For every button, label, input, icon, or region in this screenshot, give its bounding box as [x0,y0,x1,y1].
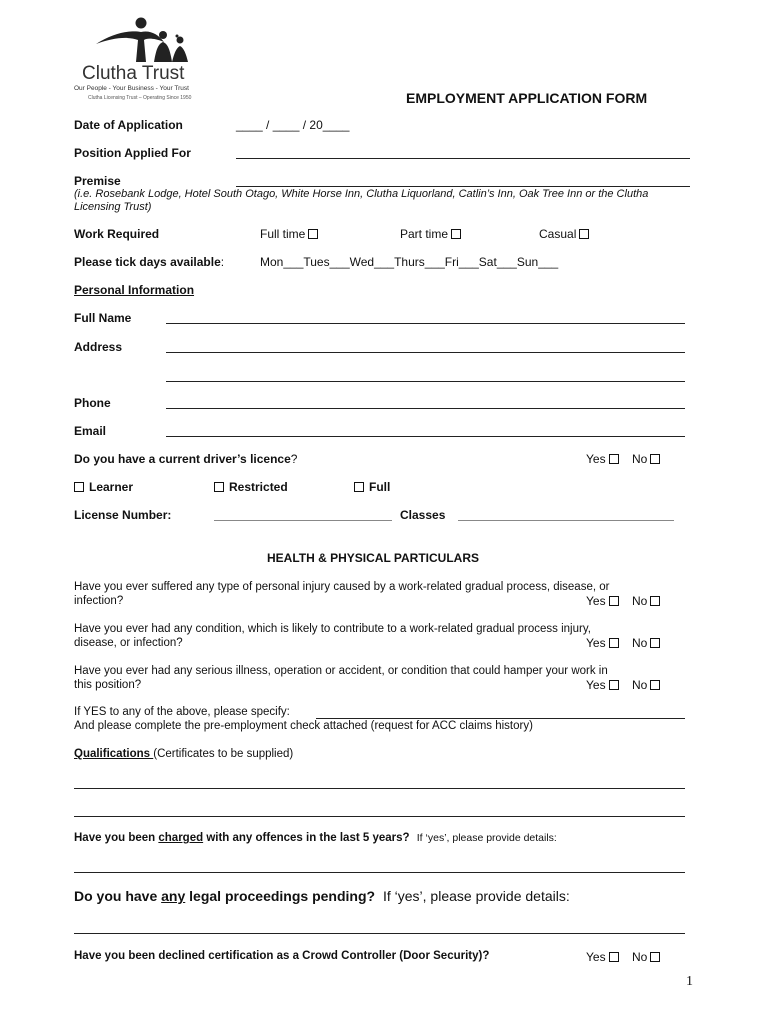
q3-no[interactable] [632,678,660,692]
licence-restricted[interactable] [214,480,288,494]
work-required-label: Work Required [74,227,160,241]
restricted-checkbox[interactable] [214,482,224,492]
q3-no-checkbox[interactable] [650,680,660,690]
q3-yes-checkbox[interactable] [609,680,619,690]
crowd-no-checkbox[interactable] [650,952,660,962]
classes-label: Classes [400,508,446,522]
logo [72,16,232,106]
q1-no-checkbox[interactable] [650,596,660,606]
offences-field[interactable] [74,872,685,873]
restricted-label: Restricted [229,480,288,494]
q2-yes-checkbox[interactable] [609,638,619,648]
health-q2-line-2: disease, or infection? [74,637,183,649]
work-casual[interactable] [539,227,589,241]
q1-yes-checkbox[interactable] [609,596,619,606]
premise-note-line-2: Licensing Trust) [74,201,152,213]
work-full-time-label: Full time [260,227,306,241]
offences-details: If ‘yes’, please provide details: [416,832,557,844]
health-q1-line-1: Have you ever suffered any type of personal injury caused by a work-related gradual process, disease, or [74,581,610,593]
health-specify-field[interactable] [316,718,685,719]
legal-pre: Do you have [74,888,162,904]
licence-learner[interactable] [74,480,133,494]
q2-yes[interactable] [586,636,619,650]
casual-checkbox[interactable] [579,229,589,239]
offences-pre: Have you been [74,832,159,844]
full-time-checkbox[interactable] [308,229,318,239]
phone-field[interactable] [166,408,685,409]
org-subtag: Clutha Licensing Trust – Operating Since 1950 [88,95,192,101]
health-q3-line-1: Have you ever had any serious illness, operation or accident, or condition that could hamper your work in [74,665,608,677]
q3-no-label: No [632,678,648,692]
full-label: Full [369,480,391,494]
q3-yes-label: Yes [586,678,606,692]
qualifications-field-2[interactable] [74,816,685,817]
licence-yes-checkbox[interactable] [609,454,619,464]
full-name-label: Full Name [74,311,132,325]
crowd-yes[interactable] [586,950,619,964]
health-heading: HEALTH & PHYSICAL PARTICULARS [267,551,480,565]
days-label [74,255,224,269]
health-specify: If YES to any of the above, please specify: [74,706,290,718]
health-q1 [74,580,609,608]
q1-no-label: No [632,594,648,608]
position-label: Position Applied For [74,146,191,160]
licence-no[interactable] [632,452,660,466]
premise-note-line-1: (i.e. Rosebank Lodge, Hotel South Otago, White Horse Inn, Clutha Liquorland, Catlin’s Inn, Oak Tree Inn or the Clutha [74,188,649,200]
classes-field[interactable] [458,520,674,521]
licence-no-label: No [632,452,648,466]
days-label-colon: : [220,255,225,269]
licence-question [74,452,297,466]
work-part-time-label: Part time [400,227,449,241]
health-q2-line-1: Have you ever had any condition, which is likely to contribute to a work-related gradual process injury, [74,623,591,635]
address-field-1[interactable] [166,352,685,353]
q1-no[interactable] [632,594,660,608]
licence-question-mark: ? [290,452,298,466]
qualifications-field-1[interactable] [74,788,685,789]
q2-yes-label: Yes [586,636,606,650]
email-field[interactable] [166,436,685,437]
offences-question [74,832,557,844]
health-acc-note: And please complete the pre-employment check attached (request for ACC claims history) [74,720,533,732]
legal-field[interactable] [74,933,685,934]
crowd-yes-label: Yes [586,950,606,964]
learner-checkbox[interactable] [74,482,84,492]
q2-no[interactable] [632,636,660,650]
q3-yes[interactable] [586,678,619,692]
premise-label: Premise [74,174,121,188]
licence-yes-label: Yes [586,452,606,466]
days-field[interactable]: Mon___Tues___Wed___Thurs___Fri___Sat___Sun___ [260,255,559,269]
learner-label: Learner [89,480,134,494]
crowd-yes-checkbox[interactable] [609,952,619,962]
q2-no-label: No [632,636,648,650]
full-name-field[interactable] [166,323,685,324]
form-title: EMPLOYMENT APPLICATION FORM [406,90,648,106]
health-q2 [74,622,591,650]
qualifications-note: (Certificates to be supplied) [153,748,294,760]
page-number: 1 [686,974,693,989]
offences-charged: charged [158,832,204,844]
licence-full[interactable] [354,480,390,494]
logo-figures-icon [92,16,202,64]
crowd-question: Have you been declined certification as a Crowd Controller (Door Security)? [74,950,490,962]
licence-yes[interactable] [586,452,619,466]
personal-info-heading: Personal Information [74,283,195,297]
days-label-text: Please tick days available [74,255,221,269]
crowd-no-label: No [632,950,648,964]
qualifications-label [74,748,293,760]
org-tagline: Our People - Your Business - Your Trust [74,85,189,92]
health-q1-line-2: infection? [74,595,124,607]
q1-yes[interactable] [586,594,619,608]
premise-note [74,188,648,214]
legal-details: If ‘yes’, please provide details: [382,888,570,904]
full-checkbox[interactable] [354,482,364,492]
org-name: Clutha Trust [82,63,185,84]
position-field[interactable] [236,158,690,159]
licence-no-checkbox[interactable] [650,454,660,464]
license-number-field[interactable] [214,520,392,521]
offences-post: with any offences in the last 5 years? [203,832,410,844]
premise-field[interactable] [236,186,690,187]
part-time-checkbox[interactable] [451,229,461,239]
work-part-time[interactable] [400,227,461,241]
license-number-label: License Number: [74,508,172,522]
address-label: Address [74,340,123,354]
work-full-time[interactable] [260,227,318,241]
address-field-2[interactable] [166,381,685,382]
legal-any: any [161,888,186,904]
q2-no-checkbox[interactable] [650,638,660,648]
qualifications-title: Qualifications [74,748,154,760]
crowd-no[interactable] [632,950,660,964]
phone-label: Phone [74,396,111,410]
q1-yes-label: Yes [586,594,606,608]
legal-post: legal proceedings pending? [185,888,376,904]
health-q3 [74,664,608,692]
date-field[interactable]: ____ / ____ / 20____ [236,118,350,132]
work-casual-label: Casual [539,227,577,241]
email-label: Email [74,424,107,438]
licence-question-text: Do you have a current driver’s licence [74,452,291,466]
legal-question [74,888,570,904]
date-label: Date of Application [74,118,183,132]
health-q3-line-2: this position? [74,679,142,691]
